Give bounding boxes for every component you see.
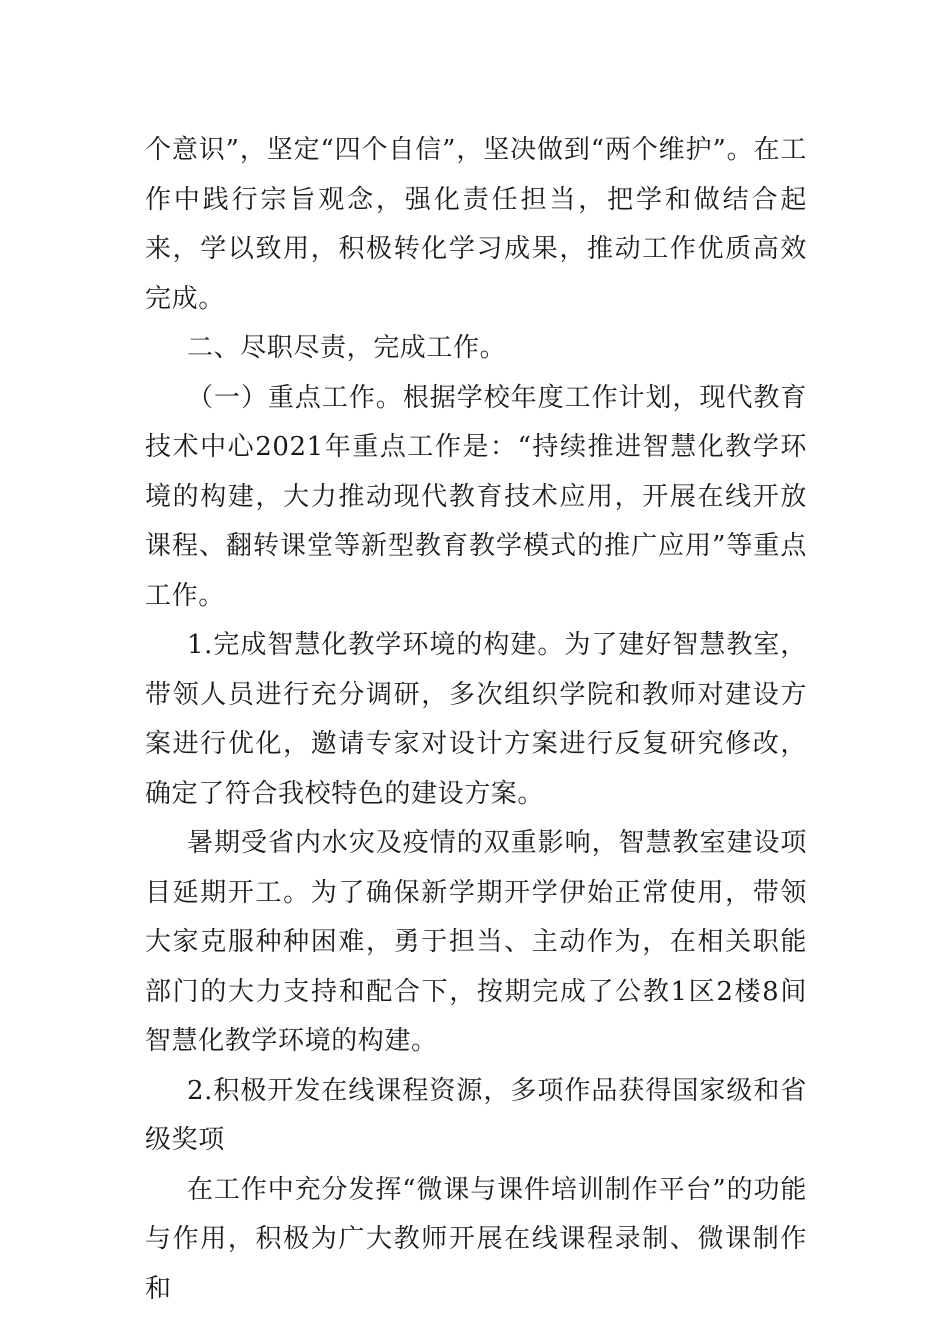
item-online-courses: 2.积极开发在线课程资源，多项作品获得国家级和省级奖项 bbox=[145, 1075, 807, 1155]
section-heading-two: 二、尽职尽责，完成工作。 bbox=[187, 333, 507, 363]
paragraph-intro: 个意识”，坚定“四个自信”，坚决做到“两个维护”。在工作中践行宗旨观念，强化责任担当，把学和做结合起来，学以致用，积极转化学习成果，推动工作优质高效完成。 bbox=[145, 135, 807, 314]
paragraph-platform-function: 在工作中充分发挥“微课与课件培训制作平台”的功能与作用，积极为广大教师开展在线课程录制、微课制作和 bbox=[145, 1174, 807, 1304]
paragraph-summer-construction: 暑期受省内水灾及疫情的双重影响，智慧教室建设项目延期开工。为了确保新学期开学伊始正常使用，带领大家克服种种困难，勇于担当、主动作为，在相关职能部门的大力支持和配合下，按期完成了公教1区2楼8间智慧化教学环境的构建。 bbox=[145, 828, 807, 1056]
item-smart-classroom: 1.完成智慧化教学环境的构建。为了建好智慧教室，带领人员进行充分调研，多次组织学院和教师对建设方案进行优化，邀请专家对设计方案进行反复研究修改，确定了符合我校特色的建设方案。 bbox=[145, 630, 807, 809]
subsection-key-work: （一）重点工作。根据学校年度工作计划，现代教育技术中心2021年重点工作是：“持续推进智慧化教学环境的构建，大力推动现代教育技术应用，开展在线开放课程、翻转课堂等新型教育教学模式的推广应用”等重点工作。 bbox=[145, 382, 807, 611]
document-body bbox=[145, 126, 807, 1314]
